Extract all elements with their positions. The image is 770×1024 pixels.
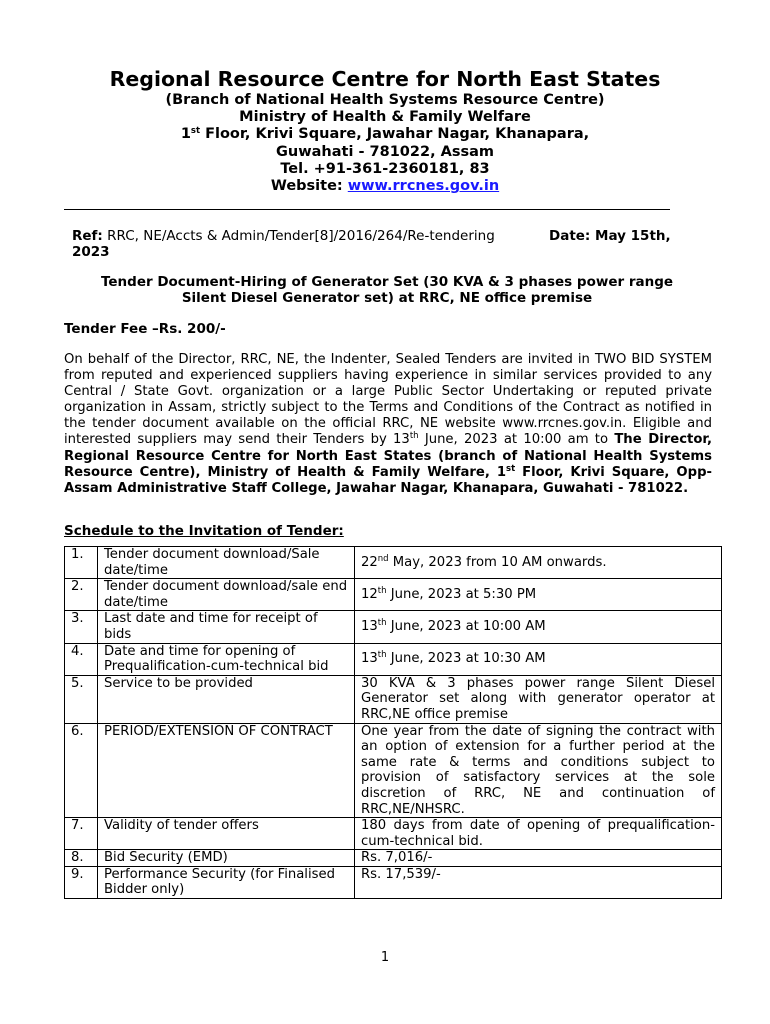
table-row <box>65 723 722 818</box>
table-row <box>65 850 722 867</box>
letterhead <box>0 66 770 195</box>
row-description: Bid Security (EMD) <box>98 850 355 867</box>
row-description: Date and time for opening of Prequalification-cum-technical bid <box>98 643 355 675</box>
tender-subject <box>64 274 710 306</box>
org-branch: (Branch of National Health Systems Resource Centre) <box>165 92 605 108</box>
row-number: 1. <box>65 547 98 579</box>
row-value <box>355 579 722 611</box>
body-bold-sup: st <box>506 463 516 474</box>
ref-date-year: 2023 <box>72 244 110 260</box>
org-ministry: Ministry of Health & Family Welfare <box>239 109 531 126</box>
body-bold-2: Floor, Krivi Square, Opp- Assam Administrative Staff College, Jawahar Nagar, Khanapara, Guwahati - 781022. <box>64 464 712 496</box>
value-rest: June, 2023 at 10:00 AM <box>386 619 546 635</box>
ref-date: Date: May 15th, <box>549 228 671 244</box>
row-value <box>355 611 722 643</box>
body-bold-1: The Director, Regional Resource Centre for North East States (branch of National Health Systems Resource Centre), Ministry of Health & Family Welfare, 1 <box>64 432 712 480</box>
row-number: 8. <box>65 850 98 867</box>
row-value: Rs. 7,016/- <box>355 850 722 867</box>
row-value: Rs. 17,539/- <box>355 866 722 898</box>
org-address-line2: Guwahati - 781022, Assam <box>276 143 494 160</box>
value-rest: June, 2023 at 10:30 AM <box>386 651 546 667</box>
page-number: 1 <box>380 950 390 965</box>
floor-number: 1 <box>180 126 191 143</box>
website-link[interactable]: www.rrcnes.gov.in <box>347 178 500 195</box>
tender-fee: Tender Fee –Rs. 200/- <box>64 321 226 337</box>
reference-line <box>72 228 712 260</box>
org-address-line1 <box>0 126 770 143</box>
org-telephone: Tel. +91-361-2360181, 83 <box>280 160 490 177</box>
row-description: PERIOD/EXTENSION OF CONTRACT <box>98 723 355 818</box>
row-value: One year from the date of signing the contract with an option of extension for a further period at the same rate & terms and conditions subject to provision of satisfactory services at the sole discretion of RRC, NE and continuation of RRC,NE/NHSRC. <box>355 723 722 818</box>
value-day-suffix: nd <box>377 553 389 564</box>
value-day-suffix: th <box>377 585 387 596</box>
table-row <box>65 818 722 850</box>
value-rest: June, 2023 at 5:30 PM <box>386 586 537 602</box>
value-day: 12 <box>361 586 378 602</box>
ref-label: Ref: <box>72 228 103 244</box>
value-day-suffix: th <box>377 618 387 629</box>
row-description: Validity of tender offers <box>98 818 355 850</box>
table-row <box>65 866 722 898</box>
value-rest: May, 2023 from 10 AM onwards. <box>388 554 607 570</box>
body-text-2: June, 2023 at 10:00 am to <box>418 432 615 448</box>
row-value <box>355 643 722 675</box>
row-number: 6. <box>65 723 98 818</box>
schedule-heading: Schedule to the Invitation of Tender: <box>64 523 344 539</box>
row-number: 9. <box>65 866 98 898</box>
row-description: Service to be provided <box>98 675 355 723</box>
table-row <box>65 579 722 611</box>
invitation-paragraph <box>64 352 712 497</box>
row-number: 7. <box>65 818 98 850</box>
value-day: 13 <box>361 651 378 667</box>
subject-line-2: Silent Diesel Generator set) at RRC, NE office premise <box>181 290 593 306</box>
row-number: 2. <box>65 579 98 611</box>
table-row <box>65 611 722 643</box>
org-website <box>0 178 770 195</box>
body-text-1: On behalf of the Director, RRC, NE, the Indenter, Sealed Tenders are invited in TWO BID SYSTEM from reputed and experienced suppliers having experience in similar services provided to any Central / State Govt. organization or a large Public Sector Undertaking or reputed private organization in Assam, strictly subject to the Terms and Conditions of the Contract as notified in the tender document available on the official RRC, NE website www.rrcnes.gov.in. Eligible and interested suppliers may send their Tenders by 13 <box>64 352 712 448</box>
row-description: Performance Security (for Finalised Bidder only) <box>98 866 355 898</box>
row-number: 3. <box>65 611 98 643</box>
row-description: Last date and time for receipt of bids <box>98 611 355 643</box>
ref-value: RRC, NE/Accts & Admin/Tender[8]/2016/264/Re-tendering <box>102 228 495 244</box>
body-sup-1: th <box>409 431 419 442</box>
table-row <box>65 547 722 579</box>
row-description: Tender document download/Sale date/time <box>98 547 355 579</box>
schedule-table <box>64 546 722 899</box>
row-value: 180 days from date of opening of prequalification-cum-technical bid. <box>355 818 722 850</box>
value-day-suffix: th <box>377 650 387 661</box>
row-value <box>355 547 722 579</box>
header-divider <box>64 209 670 210</box>
row-value: 30 KVA & 3 phases power range Silent Diesel Generator set along with generator operator at RRC,NE office premise <box>355 675 722 723</box>
row-number: 4. <box>65 643 98 675</box>
org-title: Regional Resource Centre for North East States <box>109 67 661 91</box>
table-row <box>65 643 722 675</box>
row-number: 5. <box>65 675 98 723</box>
subject-line-1: Tender Document-Hiring of Generator Set (30 KVA & 3 phases power range <box>100 274 674 290</box>
value-day: 22 <box>361 554 378 570</box>
website-label: Website: <box>270 178 348 195</box>
address-rest: Floor, Krivi Square, Jawahar Nagar, Khanapara, <box>200 126 590 143</box>
value-day: 13 <box>361 619 378 635</box>
floor-suffix: st <box>190 126 201 137</box>
table-row <box>65 675 722 723</box>
row-description: Tender document download/sale end date/time <box>98 579 355 611</box>
